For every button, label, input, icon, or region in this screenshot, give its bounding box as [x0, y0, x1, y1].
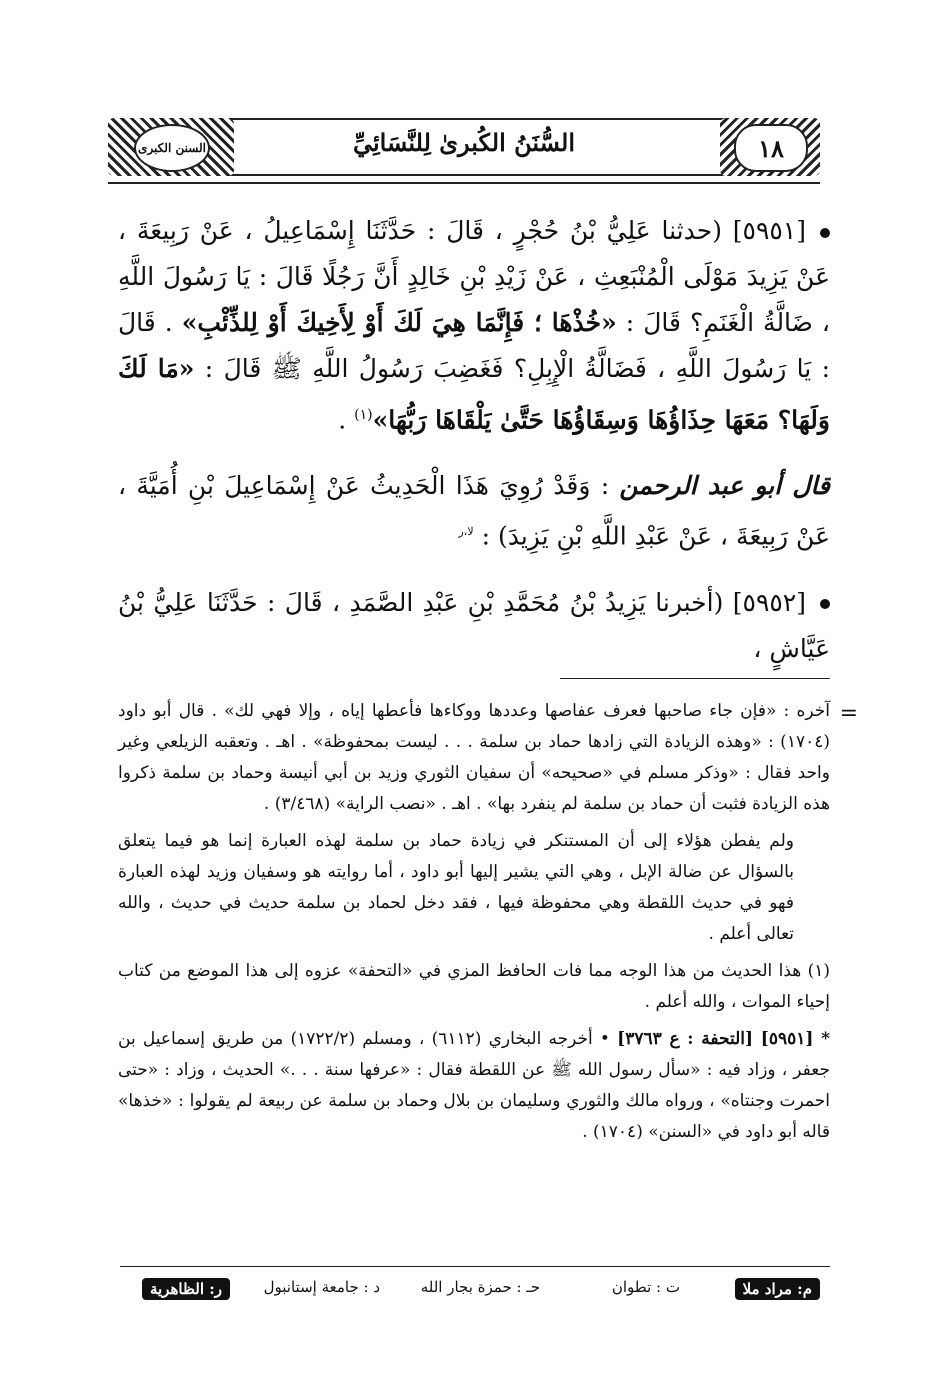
footnotes	[118, 696, 858, 1154]
manuscript-sigla-footer	[120, 1272, 830, 1306]
siglum-m: م: مراد ملا	[735, 1278, 820, 1300]
continuation-mark: =	[839, 701, 858, 726]
prophet-quote: «خُذْهَا ؛ فَإِنَّمَا هِيَ لَكَ أَوْ لِأَخِيكَ أَوْ لِلذِّئْبِ»	[181, 308, 617, 337]
takhrij-lead: * [٥٩٥١] [التحفة : ع ٣٧٦٣]	[617, 1029, 830, 1049]
header-rule	[108, 182, 820, 184]
footnote-ref: (١)	[354, 407, 373, 423]
siglum-t: ت : تطوان	[611, 1278, 680, 1296]
header-ornament-right	[720, 118, 820, 176]
page-number: ١٨	[734, 124, 808, 172]
footnote-1: (١) هذا الحديث من هذا الوجه مما فات الحافظ المزي في «التحفة» عزوه إلى هذا الموضع من كتاب إحياء الموات ، والله أعلم .	[118, 961, 830, 1012]
manuscript-margin-note: لا،ر	[458, 525, 474, 539]
book-title: السُّنَنُ الكُبرىٰ لِلنَّسَائِيِّ	[352, 128, 576, 157]
page-header	[108, 118, 820, 176]
author-comment: قال أبو عبد الرحمن : وَقَدْ رُوِيَ هَذَا الْحَدِيثُ عَنْ إِسْمَاعِيلَ بْنِ أُمَيَّةَ ، عَنْ رَبِيعَةَ ، عَنْ عَبْدِ اللَّهِ بْنِ يَزِيدَ) : $^{لا،ر}$	[118, 471, 830, 551]
footnote-divider	[560, 678, 830, 679]
bullet-icon	[820, 599, 830, 609]
author-lead: قال أبو عبد الرحمن	[619, 471, 830, 501]
book-seal-logo: السنن الكبرى	[134, 124, 210, 172]
siglum-h: حـ : حمزة بجار الله	[420, 1278, 540, 1296]
prophet-quote: «مَا لَكَ وَلَهَا؟ مَعَهَا حِذَاؤُهَا وَسِقَاؤُهَا حَتَّىٰ يَلْقَاهَا رَبُّهَا»	[118, 354, 830, 435]
header-ornament-left	[108, 118, 234, 176]
hadith-5952: [٥٩٥٢] (أخبرنا يَزِيدُ بْنُ مُحَمَّدِ بْنِ عَبْدِ الصَّمَدِ ، قَالَ : حَدَّثَنَا عَلِيُّ بْنُ عَيَّاشٍ ،	[118, 587, 830, 663]
footnote-paragraph: ولم يفطن هؤلاء إلى أن المستنكر في زيادة حماد بن سلمة لهذه العبارة إنما هو فيما يتعلق بالسؤال عن ضالة الإبل ، وهي التي يشير إليها أبو داود ، أما روايته هو وسفيان وزيد لهذه العبارة فهو في حديث اللقطة وهي محفوظة فيها ، فقد دخل لحماد بن سلمة حديث في حديث ، والله تعالى أعلم .	[118, 831, 794, 944]
takhrij-note: * [٥٩٥١] [التحفة : ع ٣٧٦٣] • أخرجه البخاري (٦١١٢) ، ومسلم (١٧٢٢/٢) من طريق إسماعيل بن جعفر ، وزاد فيه : «سأل رسول الله ﷺ عن اللقطة فقال : «عرفها سنة . . .» الحديث ، وزاد : «حتى احمرت وجنتاه» ، ورواه مالك والثوري وسليمان بن بلال وحماد بن سلمة عن ربيعة لم يقولوا : «خذها» قاله أبو داود في «السنن» (١٧٠٤) .	[118, 1029, 830, 1142]
hadith-5951: [٥٩٥١] (حدثنا عَلِيُّ بْنُ حُجْرٍ ، قَالَ : حَدَّثَنَا إِسْمَاعِيلُ ، عَنْ رَبِيعَةَ ، عَنْ يَزِيدَ مَوْلَى الْمُنْبَعِثِ ، عَنْ زَيْدِ بْنِ خَالِدٍ أَنَّ رَجُلًا قَالَ : يَا رَسُولَ اللَّهِ ، ضَالَّةُ الْغَنَمِ؟ قَالَ : «خُذْهَا ؛ فَإِنَّمَا هِيَ لَكَ أَوْ لِأَخِيكَ أَوْ لِلذِّئْبِ» . قَالَ : يَا رَسُولَ اللَّهِ ، فَضَالَّةُ الْإِبِلِ؟ فَغَضِبَ رَسُولُ اللَّهِ ﷺ قَالَ : «مَا لَكَ وَلَهَا؟ مَعَهَا حِذَاؤُهَا وَسِقَاؤُهَا حَتَّىٰ يَلْقَاهَا رَبُّهَا»$^{(١)}$ .	[118, 216, 830, 435]
footnote-continued: آخره : «فإن جاء صاحبها فعرف عفاصها وعددها ووكاءها فأعطها إياه ، وإلا فهي لك» . قال أبو داود (١٧٠٤) : «وهذه الزيادة التي زادها حماد بن سلمة . . . ليست بمحفوظة» . اهـ . وتعقبه الزيلعي وغير واحد فقال : «وذكر مسلم في «صحيحه» أن سفيان الثوري وزيد بن أبي أنيسة وحماد بن سلمة ذكروا هذه الزيادة فثبت أن حماد بن سلمة لم ينفرد بها» . اهـ . «نصب الراية» (٣/٤٦٨) .	[118, 701, 830, 814]
bullet-icon	[820, 228, 830, 238]
main-text	[118, 208, 830, 672]
siglum-d: د : جامعة إستانبول	[263, 1278, 380, 1296]
siglum-r: ر: الظاهرية	[142, 1278, 230, 1300]
footer-rule	[120, 1266, 830, 1267]
